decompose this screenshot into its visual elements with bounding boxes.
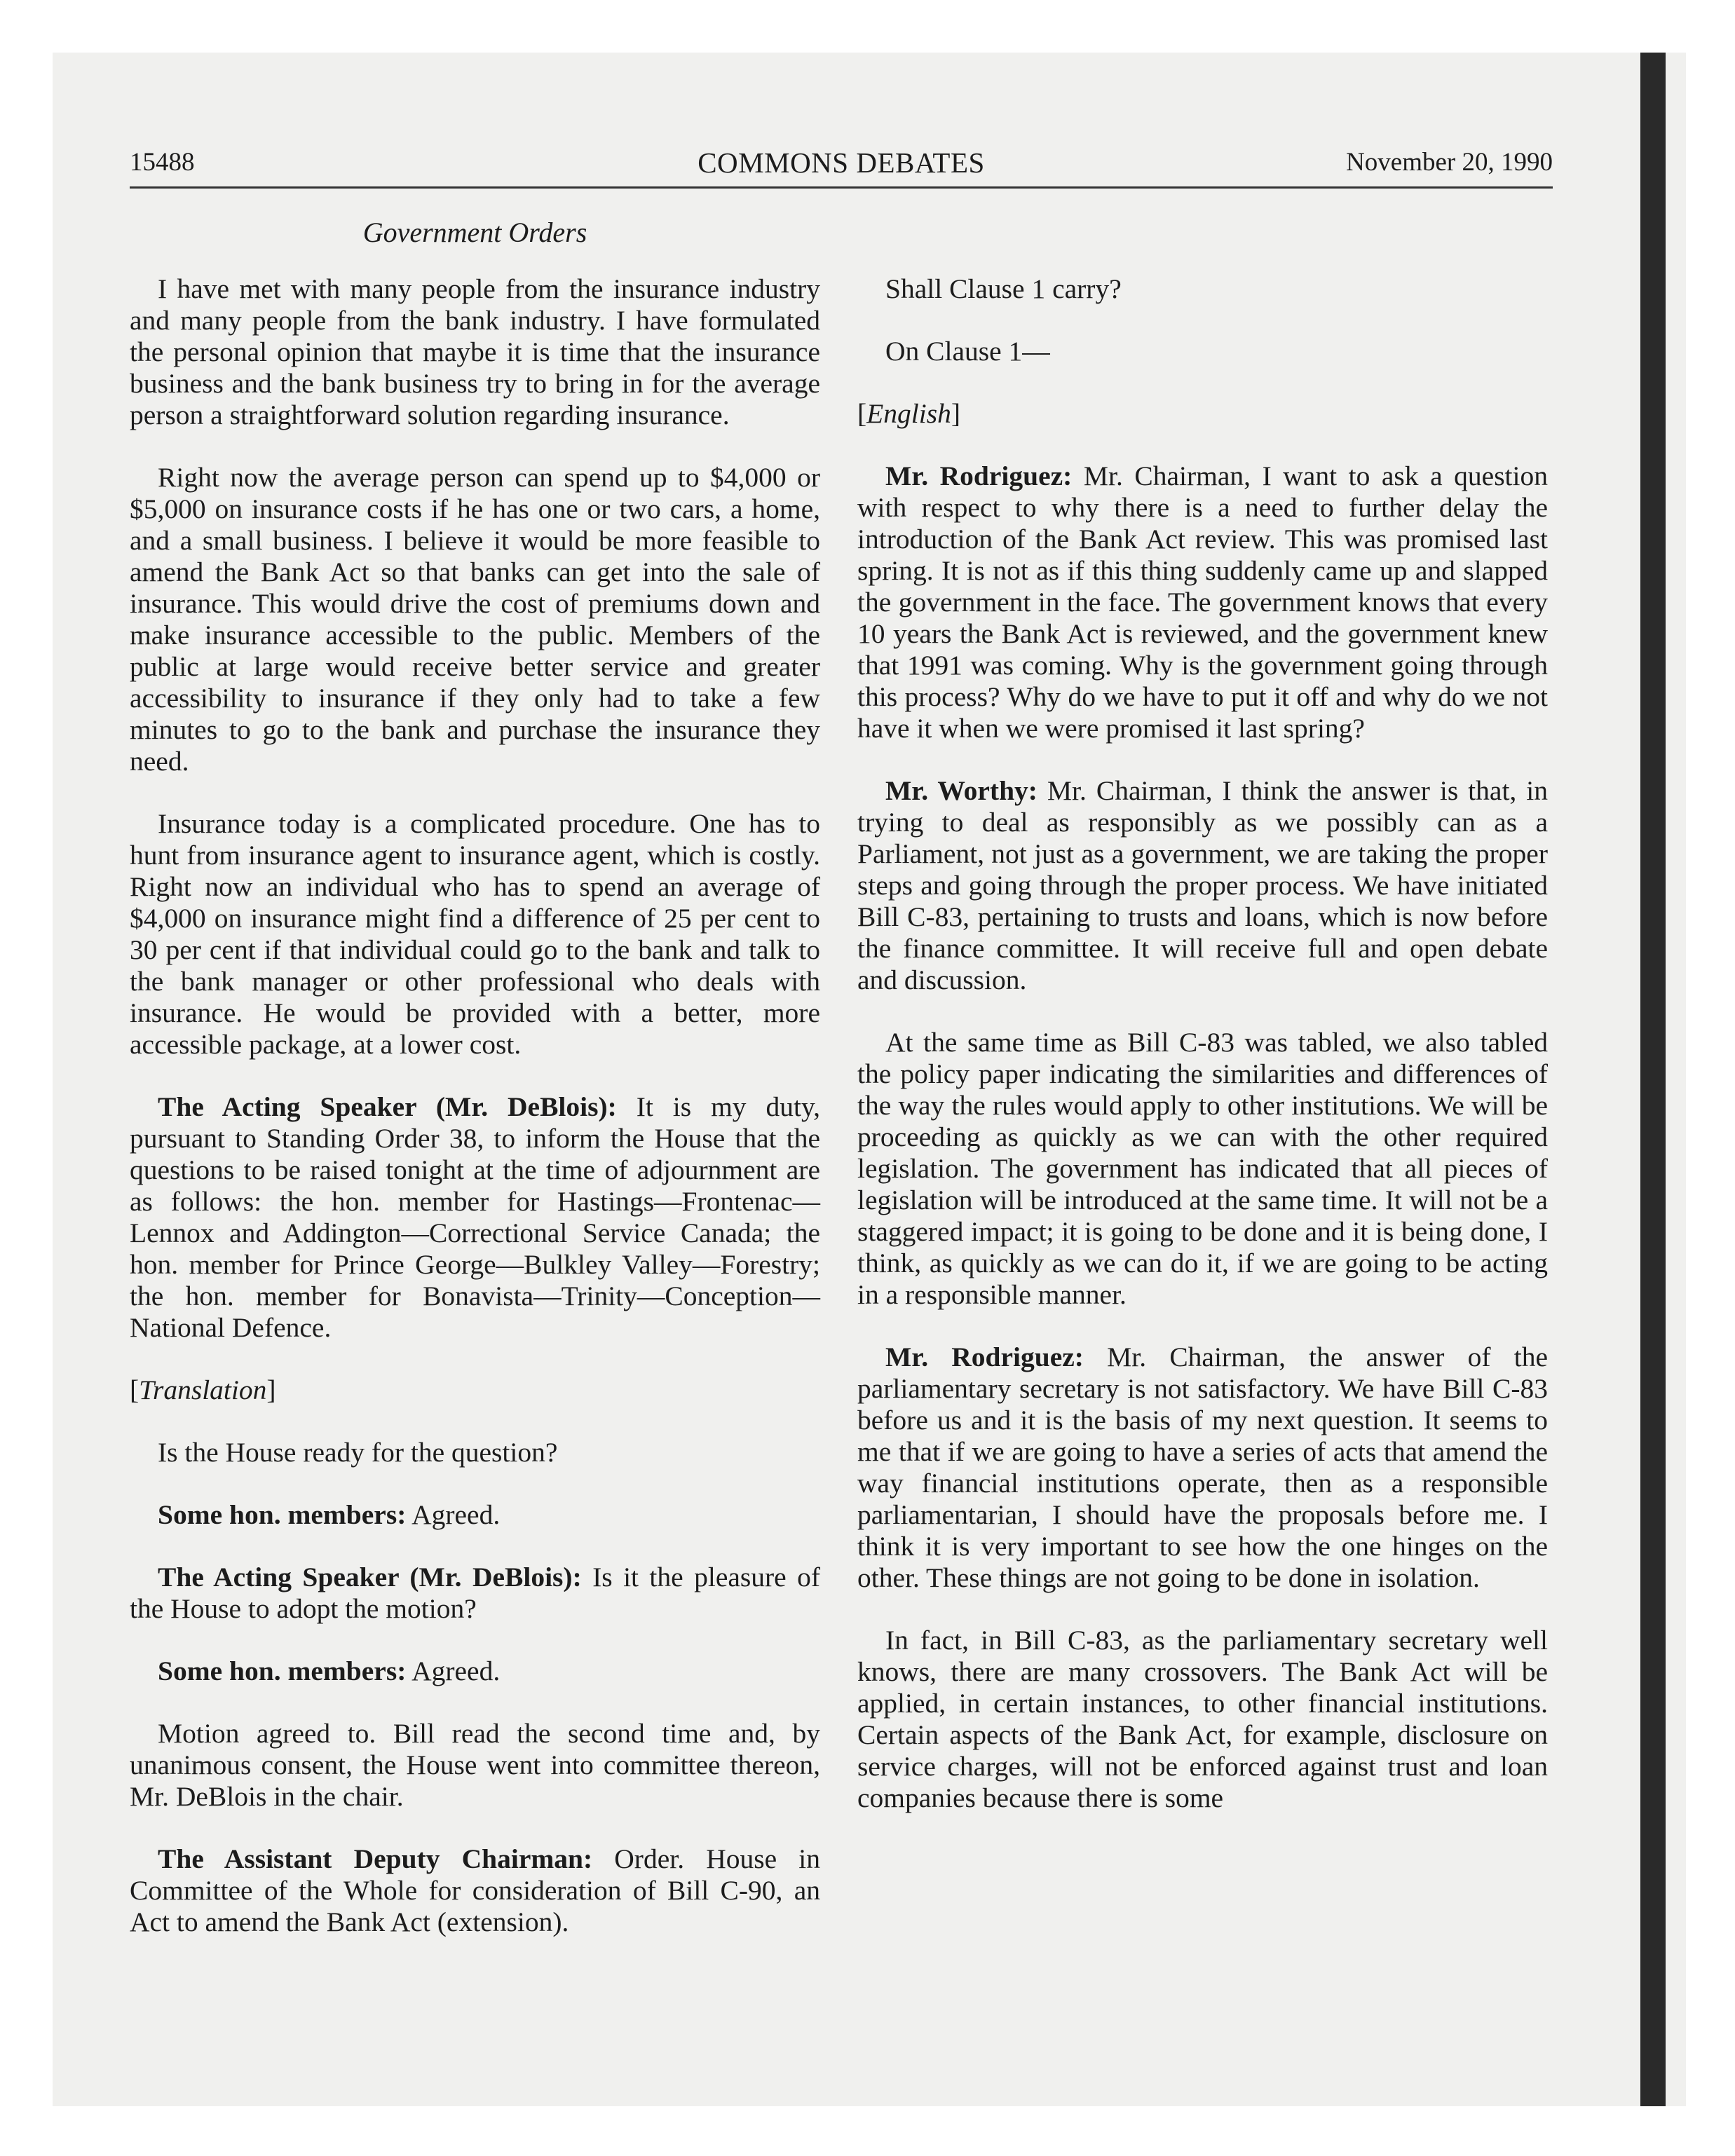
right-column: [857, 273, 1548, 1845]
paragraph: [130, 1656, 820, 1687]
paragraph: Shall Clause 1 carry?: [885, 273, 1122, 304]
speech-text: Mr. Chairman, I think the answer is that, in trying to deal as responsibly as we possibly can as a Parliament, not just as a government, we are taking the proper steps and going through the proper process. We have initiated Bill C-83, pertaining to trusts and loans, which is now before the finance committee. It will receive full and open debate and discussion.: [857, 775, 1548, 995]
language-tag-text: Translation: [139, 1374, 267, 1405]
paragraph: Is the House ready for the question?: [158, 1437, 558, 1468]
speaker-name: The Assistant Deputy Chairman:: [158, 1843, 593, 1874]
paragraph: Insurance today is a complicated procedure. One has to hunt from insurance agent to insurance agent, which is costly. Right now an individual who has to spend an average of $4,000 on insurance might find a difference of 25 per cent to 30 per cent if that individual could go to the bank and talk to the bank manager or other professional who deals with insurance. He would be provided with a better, more accessible package, at a lower cost.: [130, 808, 820, 1060]
paragraph: [130, 1499, 820, 1531]
speaker-name: Mr. Rodriguez:: [885, 1342, 1084, 1372]
language-tag-text: English: [866, 398, 951, 429]
scan-edge: [1640, 53, 1666, 2106]
page-header: [130, 144, 1553, 186]
page-number: 15488: [130, 148, 195, 177]
speech-text: Agreed.: [406, 1499, 501, 1530]
speaker-name: Mr. Worthy:: [885, 775, 1037, 806]
paragraph: Right now the average person can spend up to $4,000 or $5,000 on insurance costs if he has one or two cars, a home, and a small business. I believe it would be more feasible to amend the Bank Act so that banks can get into the sale of insurance. This would drive the cost of premiums down and make insurance accessible to the public. Members of the public at large would receive better service and greater accessibility to insurance if they only had to take a few minutes to go to the bank and purchase the insurance they need.: [130, 462, 820, 777]
paragraph: [857, 460, 1548, 744]
speaker-name: Mr. Rodriguez:: [885, 460, 1073, 491]
page-date: November 20, 1990: [1346, 148, 1553, 177]
paragraph: On Clause 1—: [885, 336, 1050, 367]
paragraph: [130, 1843, 820, 1938]
speech-text: Is it the pleasure of the House to adopt the motion?: [130, 1562, 820, 1624]
left-column: [130, 273, 820, 1969]
paragraph: In fact, in Bill C-83, as the parliamentary secretary well knows, there are many crossovers. The Bank Act will be applied, in certain instances, to other financial institutions. Certain aspects of the Bank Act, for example, disclosure on service charges, will not be enforced against trust and loan companies because there is some: [857, 1625, 1548, 1813]
speaker-name: Some hon. members:: [158, 1656, 407, 1686]
speaker-name: Some hon. members:: [158, 1499, 407, 1530]
header-rule: [130, 186, 1553, 189]
speech-text: Mr. Chairman, I want to ask a question with respect to why there is a need to further delay the introduction of the Bank Act review. This was promised last spring. It is not as if this thing suddenly came up and slapped the government in the face. The government knows that every 10 years the Bank Act is reviewed, and the government knew that 1991 was coming. Why is the government going through this process? Why do we have to put it off and why do we not have it when we were promised it last spring?: [857, 460, 1549, 744]
speech-text: Agreed.: [406, 1656, 501, 1686]
speaker-name: The Acting Speaker (Mr. DeBlois):: [158, 1091, 617, 1122]
speech-text: Order. House in Committee of the Whole for consideration of Bill C-90, an Act to amend the Bank Act (extension).: [130, 1843, 821, 1937]
paragraph: [130, 1562, 820, 1625]
paragraph: [857, 775, 1548, 996]
paragraph: I have met with many people from the insurance industry and many people from the bank industry. I have formulated the personal opinion that maybe it is time that the insurance business and the bank business try to bring in for the average person a straightforward solution regarding insurance.: [130, 273, 820, 430]
speech-text: Mr. Chairman, the answer of the parliamentary secretary is not satisfactory. We have Bill C-83 before us and it is the basis of my next question. It seems to me that if we are going to have a series of acts that amend the way financial institutions operate, then as a responsible parliamentarian, I should have the proposals before me. I think it is very important to see how the one hinges on the other. These things are not going to be done in isolation.: [857, 1342, 1549, 1593]
speech-text: It is my duty, pursuant to Standing Order 38, to inform the House that the questions to be raised tonight at the time of adjournment are as follows: the hon. member for Hastings—Frontenac—Lennox and Addington—Correctional Service Canada; the hon. member for Prince George—Bulkley Valley—Forestry; the hon. member for Bonavista—Trinity—Conception—National Defence.: [130, 1091, 820, 1343]
paragraph: [857, 1342, 1548, 1594]
language-tag: [Translation]: [130, 1374, 276, 1405]
speaker-name: The Acting Speaker (Mr. DeBlois):: [158, 1562, 582, 1592]
paragraph: [130, 1091, 820, 1344]
publication-title: COMMONS DEBATES: [698, 146, 985, 179]
language-tag: [English]: [857, 398, 961, 429]
section-title: Government Orders: [362, 217, 587, 248]
paragraph: At the same time as Bill C-83 was tabled, we also tabled the policy paper indicating the similarities and differences of the way the rules would apply to other institutions. We will be proceeding as quickly as we can with the other required legislation. The government has indicated that all pieces of legislation will be introduced at the same time. It will not be a staggered impact; it is going to be done and it is being done, I think, as quickly as we can do it, if we are going to be acting in a responsible manner.: [857, 1027, 1548, 1310]
paragraph: Motion agreed to. Bill read the second time and, by unanimous consent, the House went into committee thereon, Mr. DeBlois in the chair.: [130, 1718, 820, 1812]
